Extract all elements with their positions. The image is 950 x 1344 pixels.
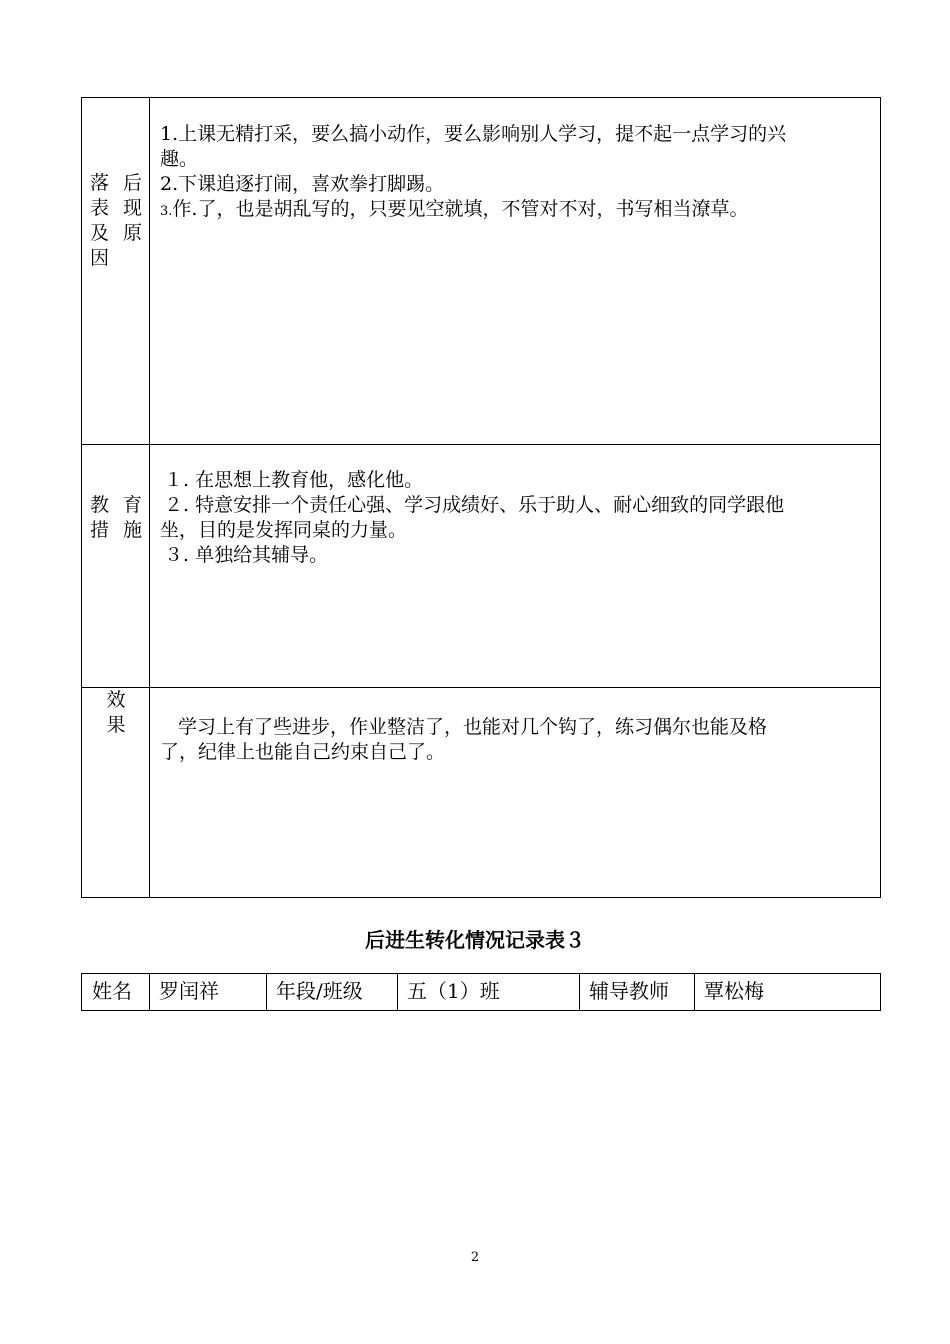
content-line: 学习上有了些进步，作业整洁了，也能对几个钩了，练习偶尔也能及格 xyxy=(178,716,768,738)
record-table xyxy=(81,97,881,898)
section-content-effect xyxy=(160,715,874,765)
grade-label: 年段/班级 xyxy=(276,979,363,1003)
content-line: １. 在思想上教育他，感化他。 xyxy=(164,469,424,491)
row-divider xyxy=(82,687,880,688)
row-divider xyxy=(82,444,880,445)
section-label-measures xyxy=(90,493,142,543)
page-title: 后进生转化情况记录表３ xyxy=(365,928,585,952)
content-line: 2.下课追逐打闹，喜欢拳打脚踢。 xyxy=(160,173,445,195)
teacher-value: 覃松梅 xyxy=(704,979,764,1003)
content-line: 了，纪律上也能自己约束自己了。 xyxy=(160,741,446,763)
section-content-behavior xyxy=(160,122,874,224)
content-line: 坐，目的是发挥同桌的力量。 xyxy=(160,519,408,541)
student-info-table xyxy=(81,973,881,1011)
teacher-label: 辅导教师 xyxy=(589,979,669,1003)
name-value: 罗闰祥 xyxy=(159,979,219,1003)
grade-value: 五（1）班 xyxy=(407,979,500,1003)
label-line: 因 xyxy=(90,247,110,269)
section-label-effect xyxy=(90,688,142,738)
label-line: 措施 xyxy=(90,519,142,541)
section-label-behavior xyxy=(90,171,142,271)
column-divider xyxy=(149,98,150,897)
label-line: 效 xyxy=(106,689,126,711)
content-text: 作.了，也是胡乱写的，只要见空就填，不管对不对，书写相当潦草。 xyxy=(172,198,749,220)
content-line: 趣。 xyxy=(160,148,199,170)
label-line: 及原 xyxy=(90,222,142,244)
label-line: 落后 xyxy=(90,172,142,194)
content-line: ２. 特意安排一个责任心强、学习成绩好、乐于助人、耐心细致的同学跟他 xyxy=(164,494,785,516)
content-line: 1.上课无精打采，要么搞小动作，要么影响别人学习，提不起一点学习的兴 xyxy=(160,123,787,145)
content-line: ３. 单独给其辅导。 xyxy=(164,544,329,566)
label-line: 教育 xyxy=(90,494,142,516)
content-line xyxy=(160,197,874,224)
list-number: 3. xyxy=(160,204,173,219)
label-line: 表现 xyxy=(90,197,142,219)
label-line: 果 xyxy=(106,714,126,736)
name-label: 姓名 xyxy=(92,979,132,1003)
page-number: 2 xyxy=(470,1250,480,1265)
section-content-measures xyxy=(160,468,874,568)
